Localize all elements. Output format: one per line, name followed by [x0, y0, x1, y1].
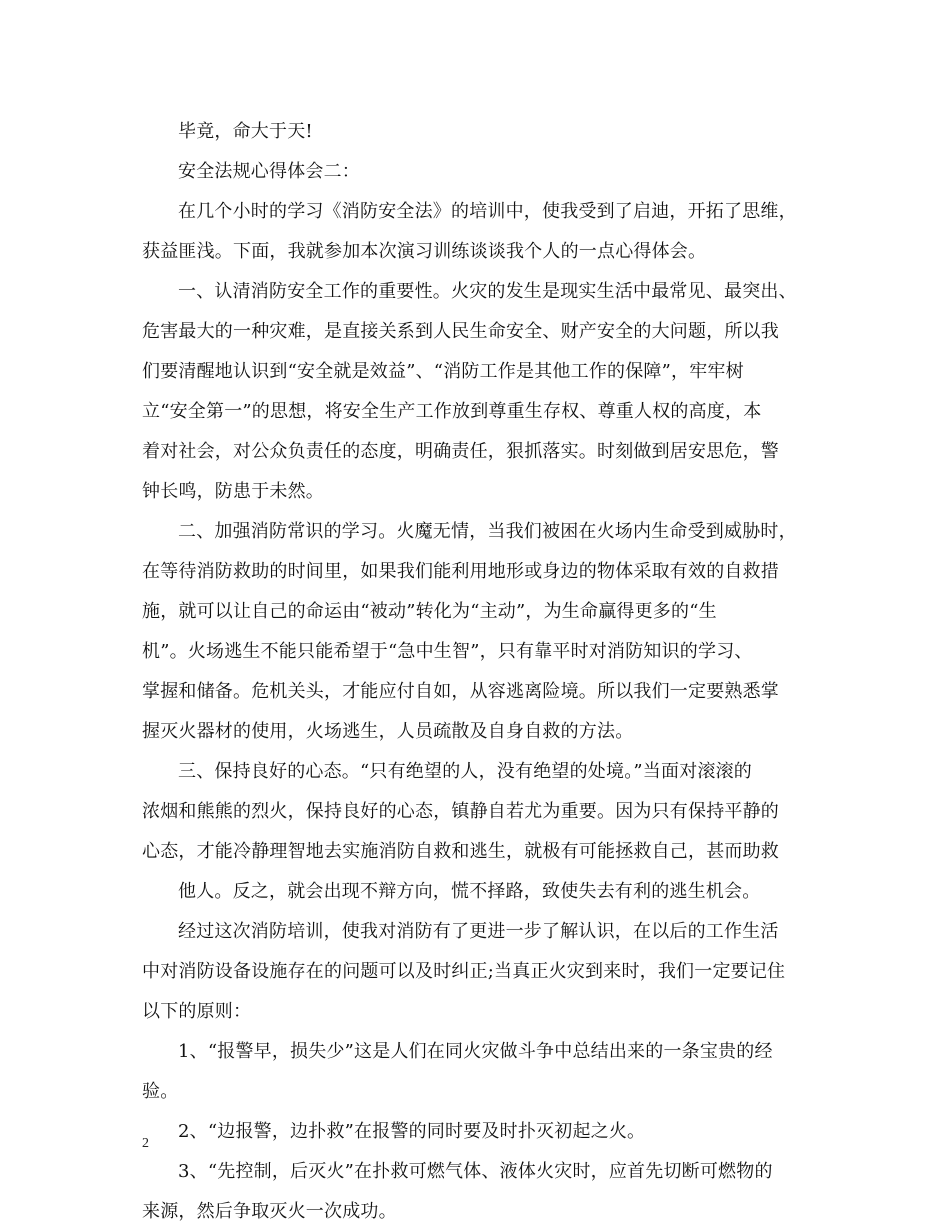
text-line: 在等待消防救助的时间里，如果我们能利用地形或身边的物体采取有效的自救措	[142, 561, 779, 582]
text-line: 以下的原则：	[142, 1001, 252, 1022]
text-line: 他人。反之，就会出现不辩方向，慌不择路，致使失去有利的逃生机会。	[178, 881, 761, 902]
text-line: 机”。火场逃生不能只能希望于“急中生智”，只有靠平时对消防知识的学习、	[142, 641, 753, 662]
text-line: 立“安全第一”的思想，将安全生产工作放到尊重生存权、尊重人权的高度，本	[142, 401, 762, 422]
list-item: 3、“先控制，后灭火”在扑救可燃气体、液体火灾时，应首先切断可燃物的	[178, 1161, 773, 1182]
text-line: 来源，然后争取灭火一次成功。	[142, 1201, 397, 1222]
text-line: 三、保持良好的心态。“只有绝望的人，没有绝望的处境。”当面对滚滚的	[178, 761, 753, 782]
text-line: 们要清醒地认识到“安全就是效益”、“消防工作是其他工作的保障”，牢牢树	[142, 361, 744, 382]
list-item: 1、“报警早，损失少”这是人们在同火灾做斗争中总结出来的一条宝贵的经	[178, 1041, 773, 1062]
section-heading: 安全法规心得体会二：	[178, 161, 360, 182]
text-line: 握灭火器材的使用，火场逃生，人员疏散及自身自救的方法。	[142, 721, 634, 742]
text-line: 浓烟和熊熊的烈火，保持良好的心态，镇静自若尤为重要。因为只有保持平静的	[142, 801, 779, 822]
text-line: 掌握和储备。危机关头，才能应付自如，从容逃离险境。所以我们一定要熟悉掌	[142, 681, 779, 702]
list-item: 2、“边报警，边扑救”在报警的同时要及时扑灭初起之火。	[178, 1121, 646, 1142]
text-line: 在几个小时的学习《消防安全法》的培训中，使我受到了启迪，开拓了思维，	[178, 201, 797, 222]
page-number: 2	[142, 1136, 149, 1151]
body-text	[142, 112, 822, 1232]
text-line: 验。	[142, 1081, 179, 1102]
text-line: 毕竟，命大于天!	[178, 121, 313, 142]
text-line: 二、加强消防常识的学习。火魔无情，当我们被困在火场内生命受到威胁时，	[178, 521, 797, 542]
text-line: 施，就可以让自己的命运由“被动”转化为“主动”，为生命赢得更多的“生	[142, 601, 717, 622]
text-line: 危害最大的一种灾难，是直接关系到人民生命安全、财产安全的大问题，所以我	[142, 321, 779, 342]
text-line: 中对消防设备设施存在的问题可以及时纠正;当真正火灾到来时，我们一定要记住	[142, 961, 786, 982]
text-line: 一、认清消防安全工作的重要性。火灾的发生是现实生活中最常见、最突出、	[178, 281, 797, 302]
text-line: 心态，才能冷静理智地去实施消防自救和逃生，就极有可能拯救自己，甚而助救	[142, 841, 779, 862]
text-line: 着对社会，对公众负责任的态度，明确责任，狠抓落实。时刻做到居安思危，警	[142, 441, 779, 462]
text-line: 获益匪浅。下面，我就参加本次演习训练谈谈我个人的一点心得体会。	[142, 241, 707, 262]
text-line: 钟长鸣，防患于未然。	[142, 481, 324, 502]
text-line: 经过这次消防培训，使我对消防有了更进一步了解认识，在以后的工作生活	[178, 921, 779, 942]
